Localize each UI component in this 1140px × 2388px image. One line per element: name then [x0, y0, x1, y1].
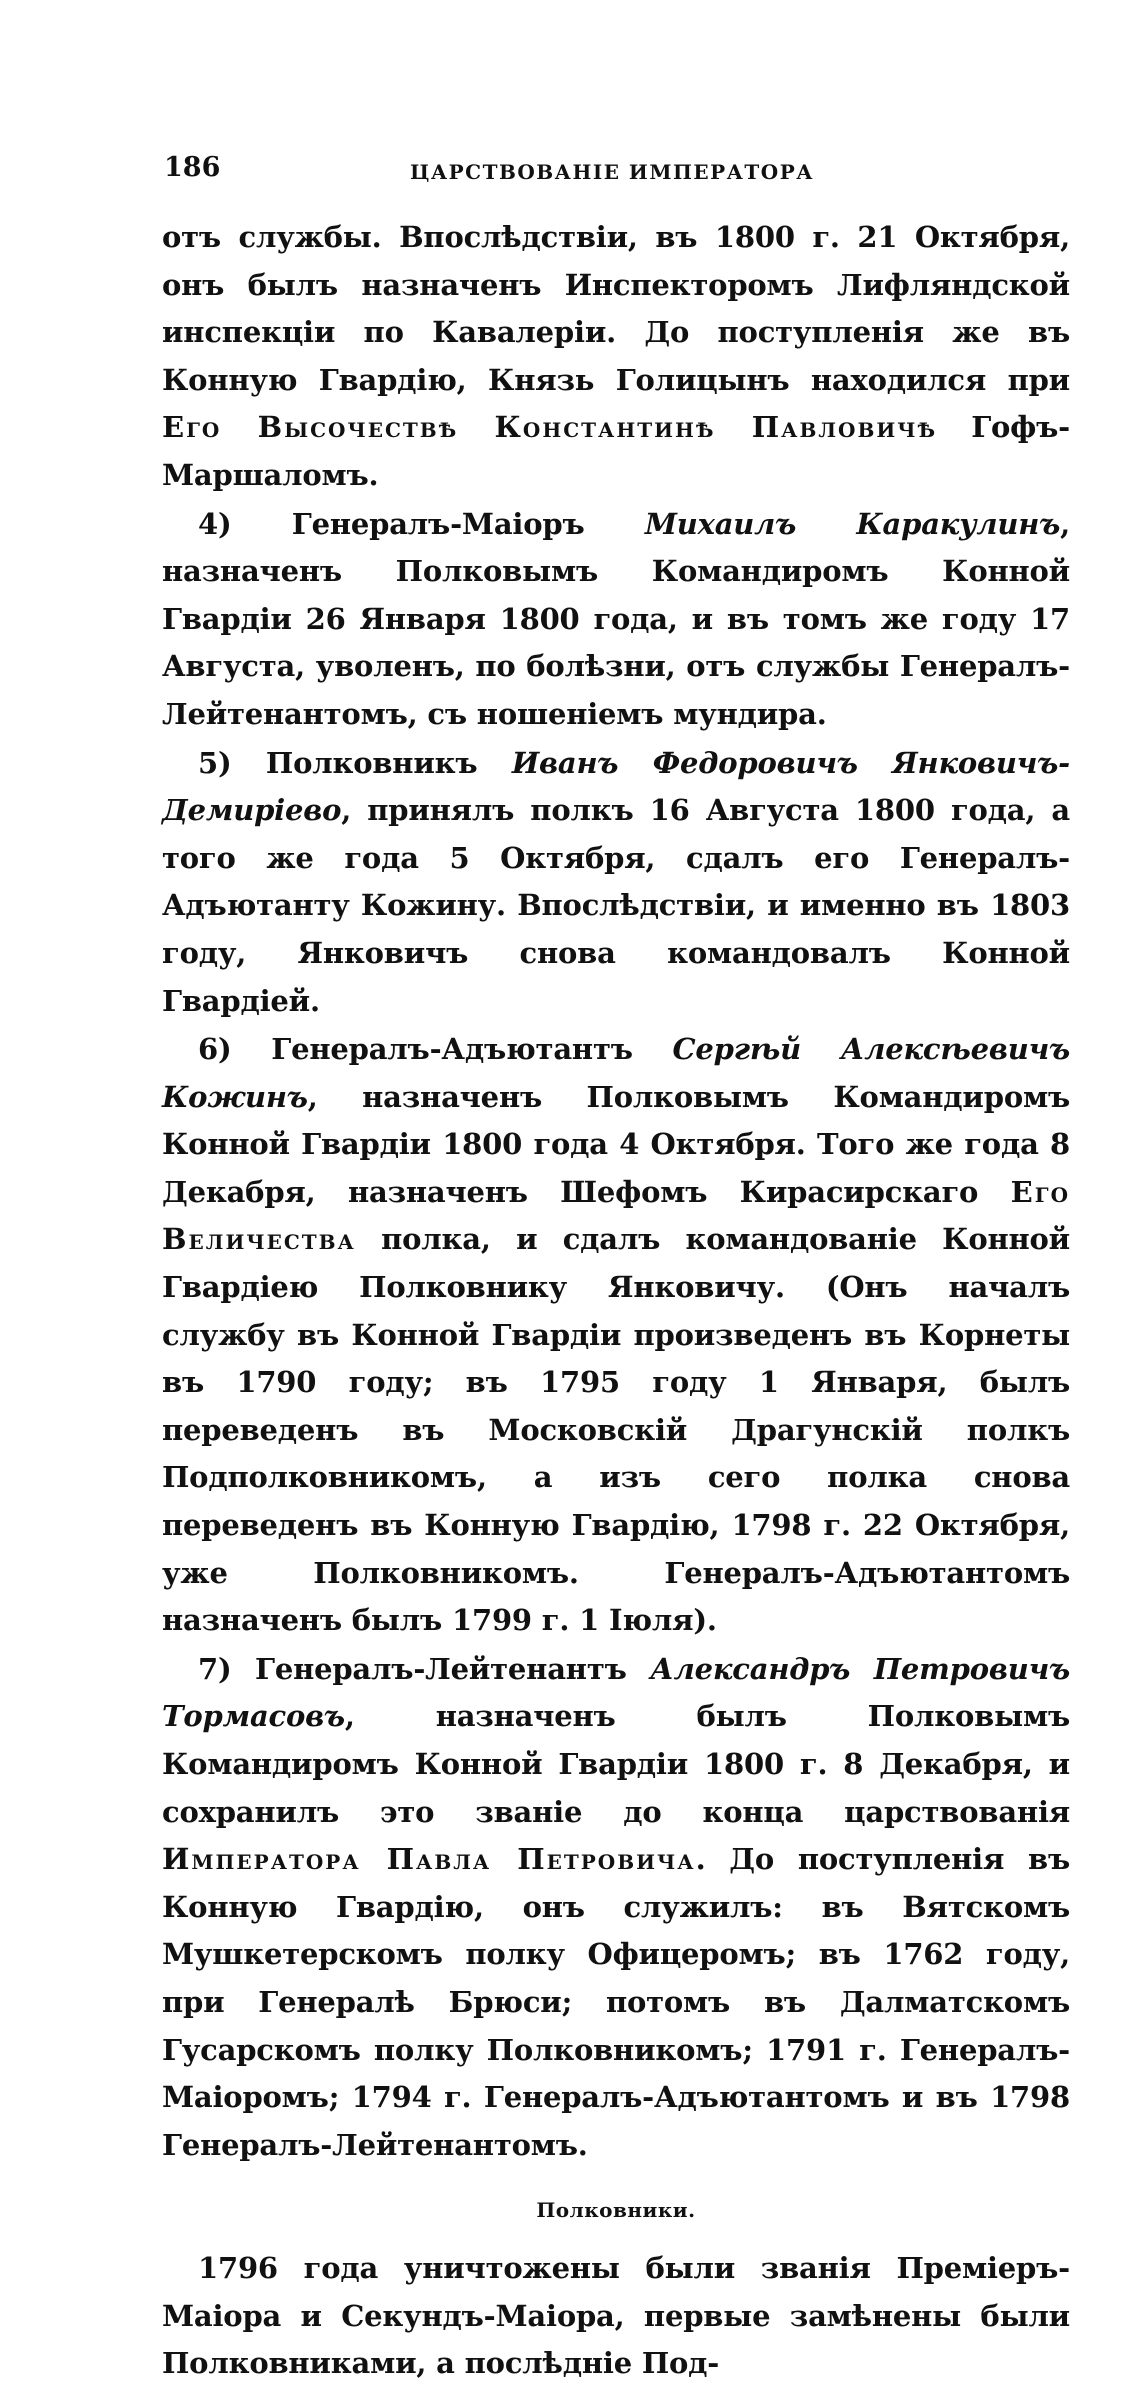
person-name: Сергѣй Алексѣевичъ Кожинъ	[162, 1032, 1070, 1114]
page-header	[164, 152, 1060, 192]
person-name: Александръ Петровичъ Тормасовъ	[162, 1651, 1070, 1734]
paragraph-item-4: 4) Генералъ-Маіоръ Михаилъ Каракулинъ, назначенъ Полковымъ Командиромъ Конной Гвардіи 26 Января 1800 года, и въ томъ же году 17 Августа, уволенъ, по болѣзни, отъ службы Генералъ-Лейтенантомъ, съ ношеніемъ мундира.	[162, 506, 1071, 731]
section-heading: Полковники.	[536, 2198, 696, 2223]
paragraph-item-7: 7) Генералъ-Лейтенантъ Александръ Петровичъ Тормасовъ, назначенъ былъ Полковымъ Командиромъ Конной Гвардіи 1800 г. 8 Декабря, и сохранилъ это званіе до конца царствованія Императора Павла Петровича. До поступленія въ Конную Гвардію, онъ служилъ: въ Вятскомъ Мушкетерскомъ полку Офицеромъ; въ 1762 году, при Генералѣ Брюси; потомъ въ Далматскомъ Гусарскомъ полку Полковникомъ; 1791 г. Генералъ-Маіоромъ; 1794 г. Генералъ-Адъютантомъ и въ 1798 Генералъ-Лейтенантомъ.	[162, 1651, 1070, 2162]
body-text	[162, 214, 1070, 2388]
paragraph-item-6: 6) Генералъ-Адъютантъ Сергѣй Алексѣевичъ Кожинъ, назначенъ Полковымъ Командиромъ Конной Гвардіи 1800 года 4 Октября. Того же года 8 Декабря, назначенъ Шефомъ Кирасирскаго Его Величества полка, и сдалъ командованіе Конной Гвардіею Полковнику Янковичу. (Онъ началъ службу въ Конной Гвардіи произведенъ въ Корнеты въ 1790 году; въ 1795 году 1 Января, былъ переведенъ въ Московскій Драгунскій полкъ Подполковникомъ, а изъ сего полка снова переведенъ въ Конную Гвардію, 1798 г. 22 Октября, уже Полковникомъ. Генералъ-Адъютантомъ назначенъ былъ 1799 г. 1 Іюля).	[162, 1032, 1070, 1638]
paragraph-item-5: 5) Полковникъ Иванъ Федоровичъ Янковичъ-Демиріево, принялъ полкъ 16 Августа 1800 года, а того же года 5 Октября, сдалъ его Генералъ-Адъютанту Кожину. Впослѣдствіи, и именно въ 1803 году, Янковичъ снова командовалъ Конной Гвардіей.	[162, 745, 1070, 1018]
page-number: 186	[164, 152, 221, 183]
person-name: Иванъ Федоровичъ Янковичъ-Демиріево	[162, 745, 1070, 828]
paragraph-continuation: отъ службы. Впослѣдствіи, въ 1800 г. 21 Октября, онъ былъ назначенъ Инспекторомъ Лифляндской инспекціи по Кавалеріи. До поступленія же въ Конную Гвардію, Князь Голицынъ находился при Его Высочествѣ Константинѣ Павловичѣ Гофъ-Маршаломъ.	[162, 220, 1070, 492]
running-title: ЦАРСТВОВАНІЕ ИМПЕРАТОРА	[410, 160, 815, 184]
person-name: Михаилъ Каракулинъ	[644, 506, 1061, 541]
paragraph-colonels: 1796 года уничтожены были званія Преміеръ-Маіора и Секундъ-Маіора, первые замѣнены были Полковниками, а послѣдніе Под-	[162, 2250, 1070, 2381]
